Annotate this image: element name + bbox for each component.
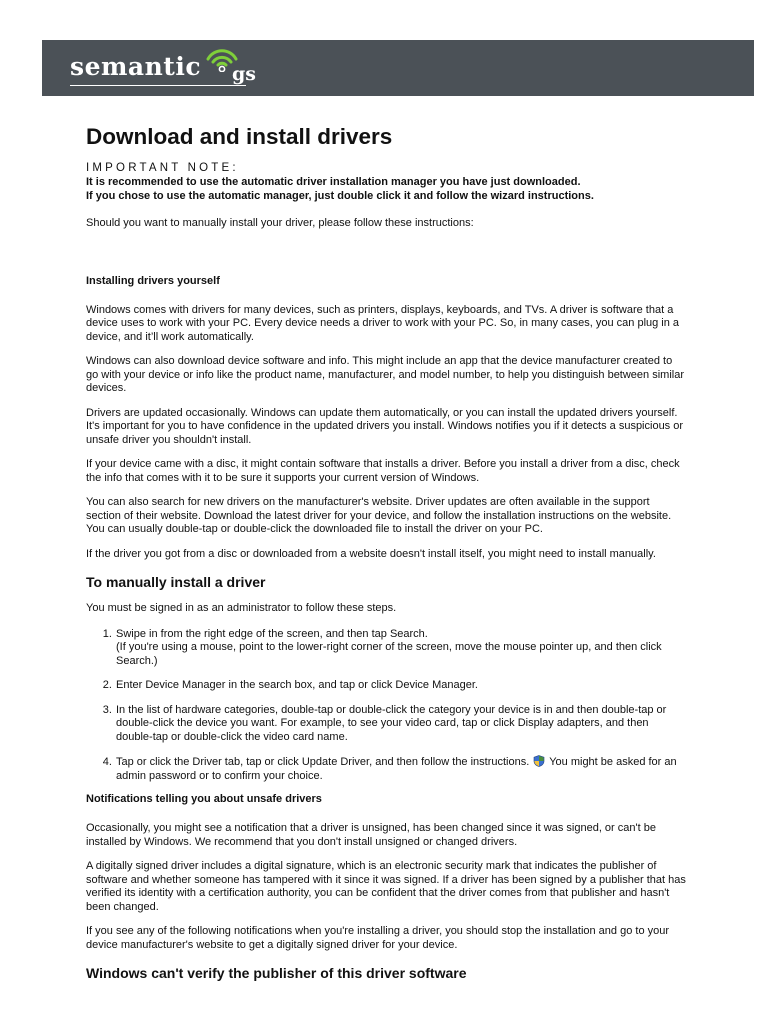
step-subtext: (If you're using a mouse, point to the lower-right corner of the screen, move the mouse pointer up, and then click Search.) — [116, 641, 662, 667]
logo-underline — [70, 85, 246, 86]
paragraph: A digitally signed driver includes a digital signature, which is an electronic security mark that indicates the publisher of software and whether someone has tampered with it since it was signed. If a driver has been signed by a publisher that has verified its identity with a certification authority, you can be confident that the driver comes from that publisher and hasn't been changed. — [86, 860, 686, 913]
paragraph: If your device came with a disc, it might contain software that installs a driver. Before you install a driver from a disc, check the info that comes with it to be sure it supports your current version of Windows. — [86, 458, 680, 484]
paragraph: You must be signed in as an administrator to follow these steps. — [86, 602, 397, 614]
steps-list — [86, 628, 686, 784]
paragraph: If the driver you got from a disc or downloaded from a website doesn't install itself, you might need to install manually. — [86, 547, 656, 560]
page-title: Download and install drivers — [86, 124, 393, 149]
list-item — [115, 679, 686, 693]
logo-suffix: gs — [232, 63, 256, 85]
note-line-2: If you chose to use the automatic manager, just double click it and follow the wizard instructions. — [86, 190, 594, 202]
section-heading-cant-verify: Windows can't verify the publisher of this driver software — [86, 965, 467, 981]
logo-word: semantic — [70, 52, 202, 81]
logo — [70, 46, 270, 90]
paragraph: Windows can also download device software and info. This might include an app that the device manufacturer created to go with your device or info like the product name, manufacturer, and model number, to help you distinguish between similar devices. — [86, 355, 684, 394]
paragraph: Drivers are updated occasionally. Windows can update them automatically, or you can install the updated drivers yourself. It's important for you to have confidence in the updated drivers you install. Windows notifies you if it detects a suspicious or unsafe driver you shouldn't install. — [86, 406, 684, 446]
document-body — [86, 120, 686, 983]
uac-shield-icon — [533, 755, 545, 767]
section-heading-notifications: Notifications telling you about unsafe drivers — [86, 793, 322, 805]
list-item — [115, 755, 686, 783]
step-text: Enter Device Manager in the search box, and tap or click Device Manager. — [116, 679, 478, 691]
note-line-1: It is recommended to use the automatic driver installation manager you have just downloaded. — [86, 176, 581, 188]
paragraph: If you see any of the following notifications when you're installing a driver, you should stop the installation and go to your device manufacturer's website to get a digitally signed driver for your device. — [86, 925, 670, 951]
step-text: In the list of hardware categories, double-tap or double-click the category your device is in and then double-tap or double-click the device you want. For example, to see your video card, tap or click Display adapters, and then double-tap or double-click the video card name. — [116, 703, 667, 743]
header-banner — [42, 40, 754, 96]
list-item — [115, 704, 686, 745]
section-heading-manual-install: To manually install a driver — [86, 574, 266, 590]
step-text: Swipe in from the right edge of the screen, and then tap Search. — [116, 627, 428, 640]
section-heading-installing: Installing drivers yourself — [86, 274, 220, 287]
intro-paragraph: Should you want to manually install your driver, please follow these instructions: — [86, 217, 474, 229]
paragraph: Windows comes with drivers for many devices, such as printers, displays, keyboards, and TVs. A driver is software that a device uses to work with your PC. Every device needs a driver to work with your PC. So, in many cases, you can plug in a device, and it’ll work automatically. — [86, 303, 680, 343]
paragraph: You can also search for new drivers on the manufacturer's website. Driver updates are often available in the support section of their website. Download the latest driver for your device, and follow the installation instructions on the website. You can usually double-tap or double-click the downloaded file to install the driver on your PC. — [86, 496, 672, 535]
step-subtext: You might be asked for an admin password or to confirm your choice. — [116, 756, 677, 782]
important-note-label: IMPORTANT NOTE: — [86, 162, 239, 174]
step-text: Tap or click the Driver tab, tap or click Update Driver, and then follow the instructions. — [116, 756, 530, 768]
paragraph: Occasionally, you might see a notification that a driver is unsigned, has been changed since it was signed, or can't be installed by Windows. We recommend that you don't install unsigned or changed drivers. — [86, 822, 656, 848]
list-item — [115, 628, 686, 669]
